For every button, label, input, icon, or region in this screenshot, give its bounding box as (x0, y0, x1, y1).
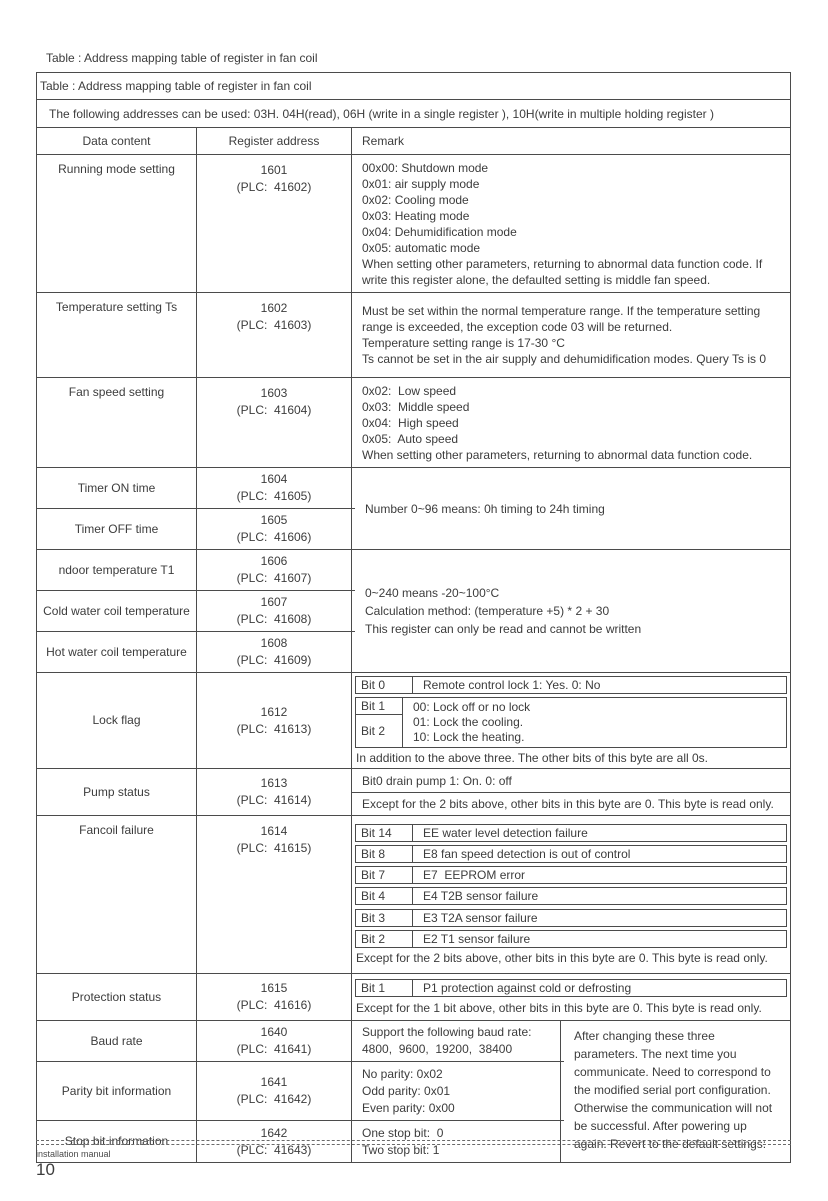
remark-line: Even parity: 0x00 (362, 1100, 455, 1115)
data-content-cell: Pump status (37, 769, 197, 815)
bit-label: Bit 0 (356, 677, 413, 693)
register-address-cell (197, 974, 352, 1020)
bit-desc: E3 T2A sensor failure (423, 910, 538, 925)
bit-row (355, 979, 787, 997)
remark-line: One stop bit: 0 (362, 1125, 444, 1140)
bit-row (355, 909, 787, 927)
plc-address: (PLC: 41641) (236, 1042, 312, 1057)
register-number: 1608 (260, 636, 288, 650)
remark-cell (352, 378, 790, 467)
timer-left-group (37, 468, 355, 549)
remark-line: Bit0 drain pump 1: On. 0: off (352, 769, 790, 793)
remark-line: 00x00: Shutdown mode (362, 161, 489, 175)
data-content-cell: Fancoil failure (37, 816, 197, 973)
remark-line: 0x04: Dehumidification mode (362, 225, 517, 239)
bit-row (355, 866, 787, 884)
bit-desc: E2 T1 sensor failure (423, 931, 531, 946)
data-content-cell: Timer OFF time (37, 509, 197, 549)
register-number: 1605 (260, 513, 288, 527)
table-row-cold-water (37, 590, 355, 631)
footer-divider (36, 1140, 791, 1145)
plc-address: (PLC: 41642) (236, 1092, 312, 1107)
data-content-cell: Lock flag (37, 673, 197, 768)
bit-label: Bit 7 (356, 867, 413, 883)
bit-row (355, 887, 787, 905)
remark-line: No parity: 0x02 (362, 1066, 443, 1081)
register-address-cell (197, 378, 352, 467)
plc-address: (PLC: 41604) (236, 403, 312, 417)
plc-address: (PLC: 41607) (236, 571, 312, 585)
bit-row-merged (355, 697, 787, 748)
remark-cell (352, 1021, 561, 1061)
remark-line: 0x05: Auto speed (362, 432, 459, 446)
plc-address: (PLC: 41605) (236, 489, 312, 503)
remark-line: Ts cannot be set in the air supply and dehumidification modes. Query Ts is 0 (362, 352, 766, 366)
remark-cell (352, 769, 790, 815)
page-number: 10 (36, 1160, 55, 1179)
data-content-cell: Parity bit information (37, 1062, 197, 1120)
table-row-fancoil-failure (37, 815, 790, 973)
table-row-indoor-temp (37, 550, 355, 590)
table-row-running-mode (37, 154, 790, 292)
plc-address: (PLC: 41615) (236, 841, 312, 856)
remark-line: Must be set within the normal temperature range. If the temperature setting range is exceeded, the exception code 03 will be returned. (362, 304, 764, 334)
table-row-group-temperatures (37, 549, 790, 672)
data-content-cell: Protection status (37, 974, 197, 1020)
register-address-cell (197, 816, 352, 973)
bit-desc: P1 protection against cold or defrosting (423, 981, 632, 996)
register-number: 1607 (260, 595, 288, 609)
remark-line: Calculation method: (temperature +5) * 2 + 30 (365, 604, 610, 618)
bit-row (355, 824, 787, 842)
register-number: 1640 (260, 1025, 288, 1040)
bit-row (355, 845, 787, 863)
table-row-protection-status (37, 973, 790, 1020)
bit-label: Bit 14 (356, 825, 413, 841)
remark-line: Two stop bit: 1 (362, 1142, 440, 1157)
table-row-pump-status (37, 768, 790, 815)
remark-cell (352, 293, 790, 377)
plc-address: (PLC: 41608) (236, 612, 312, 626)
register-address-cell (197, 673, 352, 768)
register-address-cell (197, 155, 352, 292)
register-number: 1604 (260, 472, 288, 486)
bit-desc: E7 EEPROM error (423, 868, 526, 883)
plc-address: (PLC: 41603) (236, 318, 312, 332)
bit-label: Bit 2 (356, 714, 402, 746)
register-address-cell (197, 468, 352, 508)
remark-line: Odd parity: 0x01 (362, 1083, 451, 1098)
register-number: 1613 (260, 776, 288, 791)
plc-address: (PLC: 41643) (236, 1142, 312, 1157)
remark-line: 10: Lock the heating. (413, 729, 525, 744)
data-content-cell: Temperature setting Ts (37, 293, 197, 377)
plc-address: (PLC: 41602) (236, 180, 312, 194)
bit-label: Bit 4 (356, 888, 413, 904)
register-address-cell (197, 1021, 352, 1061)
remark-line: Number 0~96 means: 0h timing to 24h timing (365, 501, 605, 516)
table-row-lock-flag (37, 672, 790, 768)
remark-cell-merged (355, 468, 790, 549)
register-table (36, 72, 791, 1163)
remark-line: 0x02: Cooling mode (362, 193, 469, 207)
register-number: 1603 (260, 386, 288, 400)
register-number: 1642 (260, 1125, 288, 1140)
register-number: 1606 (260, 554, 288, 568)
bit-label: Bit 1 (356, 980, 413, 996)
data-content-cell: Hot water coil temperature (37, 632, 197, 672)
table-row-temperature-setting (37, 292, 790, 377)
register-number: 1615 (260, 981, 288, 996)
table-subtitle: The following addresses can be used: 03H. 04H(read), 06H (write in a single register ), 10H(write in multiple holding register ) (49, 106, 714, 121)
remark-cell (352, 673, 790, 768)
register-address-cell (197, 632, 352, 672)
register-number: 1641 (260, 1075, 288, 1090)
remark-line: 00: Lock off or no lock (413, 699, 531, 714)
table-row-parity-bit (37, 1061, 564, 1120)
plc-address: (PLC: 41614) (236, 793, 312, 808)
register-address-cell (197, 769, 352, 815)
register-number: 1601 (260, 163, 288, 177)
header-remark: Remark (362, 134, 405, 148)
header-data-content: Data content (37, 128, 197, 154)
data-content-cell: Stop bit information (37, 1121, 197, 1162)
remark-line: 0x03: Heating mode (362, 209, 470, 223)
plc-address: (PLC: 41613) (236, 721, 312, 736)
table-title: Table : Address mapping table of register in fan coil (40, 79, 312, 93)
remark-line: This register can only be read and cannot be written (365, 622, 642, 636)
remark-footnote: In addition to the above three. The other bits of this byte are all 0s. (356, 751, 708, 766)
table-row-timer-off (37, 508, 355, 549)
bit-label: Bit 1 (361, 699, 386, 714)
table-title-row (37, 73, 790, 99)
bit-label: Bit 3 (356, 910, 413, 926)
bit-row (355, 930, 787, 948)
remark-line: 0x02: Low speed (362, 384, 457, 398)
remark-footnote: Except for the 1 bit above, other bits in this byte are 0. This byte is read only. (356, 1000, 762, 1015)
table-row-fan-speed (37, 377, 790, 467)
table-row-timer-on (37, 468, 355, 508)
register-number: 1602 (260, 301, 288, 315)
plc-address: (PLC: 41609) (236, 653, 312, 667)
bit-labels (356, 698, 403, 747)
table-header-row (37, 127, 790, 154)
temperatures-left-group (37, 550, 355, 672)
remark-line: When setting other parameters, returning to abnormal data function code. (362, 448, 753, 462)
register-address-cell (197, 591, 352, 631)
remark-line: 4800, 9600, 19200, 38400 (362, 1042, 513, 1057)
plc-address: (PLC: 41616) (236, 998, 312, 1013)
register-number: 1614 (260, 824, 288, 839)
remark-line: 0~240 means -20~100°C (365, 586, 500, 600)
header-register-address: Register address (197, 128, 352, 154)
data-content-cell: Fan speed setting (37, 378, 197, 467)
remark-footnote: Except for the 2 bits above, other bits in this byte are 0. This byte is read only. (362, 797, 774, 812)
data-content-cell: Baud rate (37, 1021, 197, 1061)
register-address-cell (197, 1062, 352, 1120)
serial-note-cell: After changing these three parameters. The next time you communicate. Need to correspond to the modified serial port configuration. Otherwise the communication will not be successful. After powering up again. Revert to the default settings: (574, 1029, 773, 1152)
register-address-cell (197, 293, 352, 377)
register-number: 1612 (260, 704, 288, 719)
remark-cell (352, 1062, 561, 1120)
table-subtitle-row (37, 99, 790, 127)
bit-label: Bit 8 (356, 846, 413, 862)
bit-desc: E4 T2B sensor failure (423, 889, 539, 904)
data-content-cell: ndoor temperature T1 (37, 550, 197, 590)
table-row-hot-water (37, 631, 355, 672)
remark-line: 01: Lock the cooling. (413, 714, 524, 729)
table-row-group-timer (37, 467, 790, 549)
bit-desc: Remote control lock 1: Yes. 0: No (423, 677, 601, 692)
page-title: Table : Address mapping table of register in fan coil (46, 51, 318, 65)
data-content-cell: Cold water coil temperature (37, 591, 197, 631)
table-row-baud-rate (37, 1021, 564, 1061)
remark-footnote: Except for the 2 bits above, other bits in this byte are 0. This byte is read only. (356, 951, 768, 966)
bit-desc: EE water level detection failure (423, 825, 588, 840)
data-content-cell: Timer ON time (37, 468, 197, 508)
bit-label: Bit 2 (356, 931, 413, 947)
remark-line: When setting other parameters, returning to abnormal data function code. If write this register alone, the defaulted setting is middle fan speed. (362, 257, 766, 287)
remark-cell (352, 974, 790, 1020)
footer-label: installation manual (36, 1149, 111, 1159)
bit-desc: E8 fan speed detection is out of control (423, 847, 631, 862)
remark-line: 0x01: air supply mode (362, 177, 480, 191)
remark-line: Support the following baud rate: (362, 1025, 532, 1040)
remark-line: 0x05: automatic mode (362, 241, 481, 255)
data-content-cell: Running mode setting (37, 155, 197, 292)
remark-line: Temperature setting range is 17-30 °C (362, 336, 565, 350)
remark-cell (352, 816, 790, 973)
bit-row (355, 676, 787, 694)
remark-line: 0x03: Middle speed (362, 400, 470, 414)
register-address-cell (197, 550, 352, 590)
remark-line: 0x04: High speed (362, 416, 459, 430)
remark-cell (352, 155, 790, 292)
remark-cell-merged (355, 550, 790, 672)
plc-address: (PLC: 41606) (236, 530, 312, 544)
register-address-cell (197, 509, 352, 549)
bit-desc (403, 698, 786, 747)
